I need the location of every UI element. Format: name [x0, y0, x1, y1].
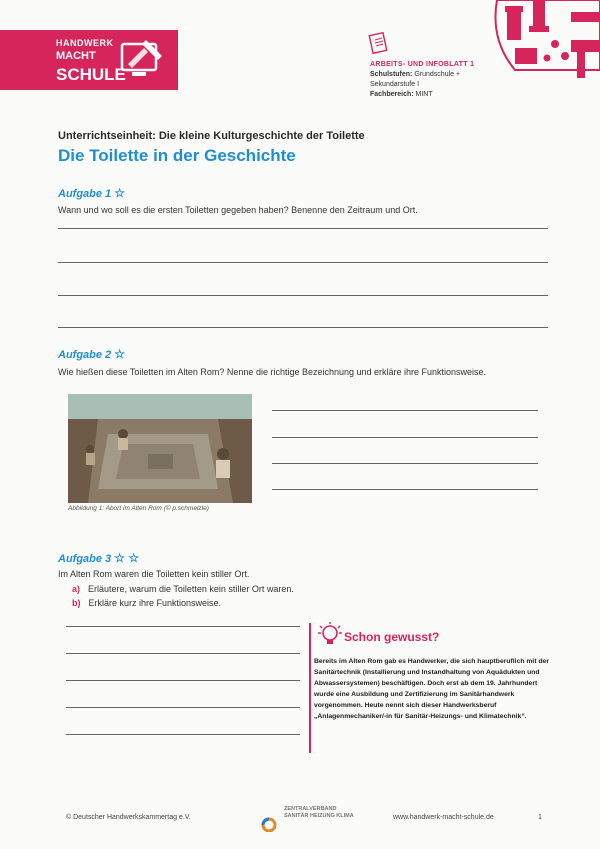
- answer-line: [66, 707, 300, 708]
- answer-line: [58, 327, 548, 328]
- plumbing-pipes-icon: [485, 0, 600, 90]
- info-text: Bereits im Alten Rom gab es Handwerker, die sich hauptberuflich mit der Sanitärtechnik (Installierung und Instandhaltung von Aquädukten und Abwassersystemen) beschäftigen. Doch erst ab dem 19. Jahrhundert wurde eine Ausbildung und Zertifizierung im Sanitärhandwerk vorgenommen. Heute nennt sich dieser Handwerksberuf „Anlagenmechaniker/-in für Sanitär-Heizungs- und Klimatechnik“.: [314, 658, 550, 720]
- zvshk-logo: [256, 806, 282, 832]
- page-number: 1: [538, 814, 542, 821]
- subtask-b: b) Erkläre kurz ihre Funktionsweise.: [72, 598, 222, 608]
- lightbulb-icon: [318, 622, 342, 650]
- star-icon: ☆: [114, 186, 126, 200]
- figure-caption: Abbildung 1: Abort im Alten Rom (© p.schmelzle): [68, 505, 209, 512]
- answer-line: [58, 295, 548, 296]
- unit-title: Unterrichtseinheit: Die kleine Kulturgeschichte der Toilette: [58, 130, 365, 142]
- task-1-heading: [58, 186, 125, 200]
- handwerk-macht-schule-logo: [0, 30, 178, 90]
- page-title: Die Toilette in der Geschichte: [58, 146, 296, 165]
- sheet-meta: [370, 60, 495, 101]
- school-level: Schulstufen: Grundschule + Sekundarstufe I: [370, 71, 461, 89]
- answer-line: [58, 262, 548, 263]
- logo-line-2: MACHT: [56, 50, 96, 62]
- answer-line: [272, 463, 538, 464]
- task-3-heading: [58, 551, 139, 565]
- website-link[interactable]: www.handwerk-macht-schule.de: [393, 814, 494, 821]
- worksheet-icon: [368, 32, 390, 56]
- roman-latrine-photo: [68, 394, 252, 503]
- answer-line: [272, 437, 538, 438]
- answer-line: [66, 653, 300, 654]
- answer-line: [66, 680, 300, 681]
- tools-icon: [118, 36, 168, 84]
- star-icon: ☆: [114, 347, 126, 361]
- subject: Fachbereich: MINT: [370, 91, 433, 99]
- task-2-heading: [58, 347, 125, 361]
- answer-line: [58, 228, 548, 229]
- copyright: © Deutscher Handwerkskammertag e.V.: [66, 814, 191, 821]
- answer-line: [272, 489, 538, 490]
- task-2-label: Aufgabe 2: [58, 349, 112, 361]
- logo-line-3: SCHULE: [56, 65, 126, 84]
- sheet-label: ARBEITS- UND INFOBLATT 1: [370, 61, 475, 68]
- answer-line: [66, 734, 300, 735]
- info-title: Schon gewusst?: [344, 630, 440, 644]
- logo-line-1: HANDWERK: [56, 38, 114, 48]
- star-icon: ☆ ☆: [114, 551, 140, 565]
- task-3-question: Im Alten Rom waren die Toiletten kein stiller Ort.: [58, 569, 250, 579]
- task-1-question: Wann und wo soll es die ersten Toiletten gegeben haben? Benenne den Zeitraum und Ort.: [58, 205, 418, 215]
- task-2-question: Wie hießen diese Toiletten im Alten Rom? Nenne die richtige Bezeichnung und erkläre ihre Funktionsweise.: [58, 367, 487, 377]
- subtask-a: a) Erläutere, warum die Toiletten kein stiller Ort waren.: [72, 584, 294, 594]
- task-1-label: Aufgabe 1: [58, 188, 112, 200]
- answer-line: [66, 626, 300, 627]
- task-3-label: Aufgabe 3: [58, 553, 112, 565]
- answer-line: [272, 410, 538, 411]
- partner-name: ZENTRALVERBAND SANITÄR HEIZUNG KLIMA: [284, 806, 354, 819]
